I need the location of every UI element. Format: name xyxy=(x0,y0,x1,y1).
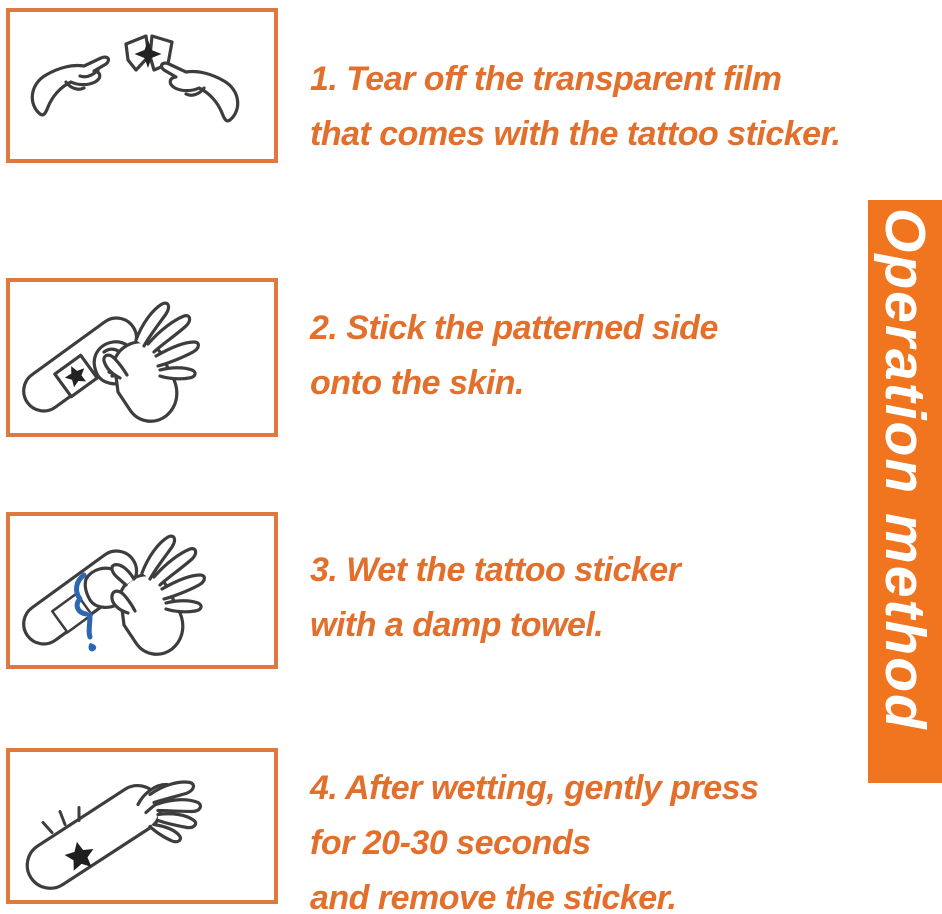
right-hand-icon xyxy=(162,63,238,121)
relaxed-hand-icon xyxy=(138,782,200,842)
step-3-caption xyxy=(310,543,680,653)
arm-with-star-tattoo-illustration xyxy=(10,752,274,900)
step-2-figure-box xyxy=(6,278,278,437)
operation-method-banner xyxy=(868,200,942,783)
left-hand-icon xyxy=(32,57,108,115)
step-2-caption xyxy=(310,301,718,411)
step-2-caption-line-1: 2. Stick the patterned side xyxy=(310,309,718,347)
step-4-caption-line-1: 4. After wetting, gently press xyxy=(310,769,759,807)
step-3-figure-box xyxy=(6,512,278,669)
step-1-figure-box xyxy=(6,8,278,163)
step-2-caption-line-2: onto the skin. xyxy=(310,364,524,402)
step-1-caption xyxy=(310,52,840,162)
step-4-caption-line-3: and remove the sticker. xyxy=(310,879,677,914)
step-4-caption-line-2: for 20-30 seconds xyxy=(310,824,591,862)
hand-sticking-patterned-side-illustration xyxy=(10,282,274,433)
step-4-figure-box xyxy=(6,748,278,904)
step-1-caption-line-1: 1. Tear off the transparent film xyxy=(310,60,782,98)
hands-tearing-film-illustration xyxy=(10,12,274,159)
banner-title: Operation method xyxy=(873,208,937,731)
step-4-caption xyxy=(310,761,759,914)
step-1-caption-line-2: that comes with the tattoo sticker. xyxy=(310,115,841,153)
water-drop-icon xyxy=(89,643,97,651)
step-3-caption-line-2: with a damp towel. xyxy=(310,606,604,644)
step-3-caption-line-1: 3. Wet the tattoo sticker xyxy=(310,551,681,589)
hand-wetting-sticker-illustration xyxy=(10,516,274,665)
